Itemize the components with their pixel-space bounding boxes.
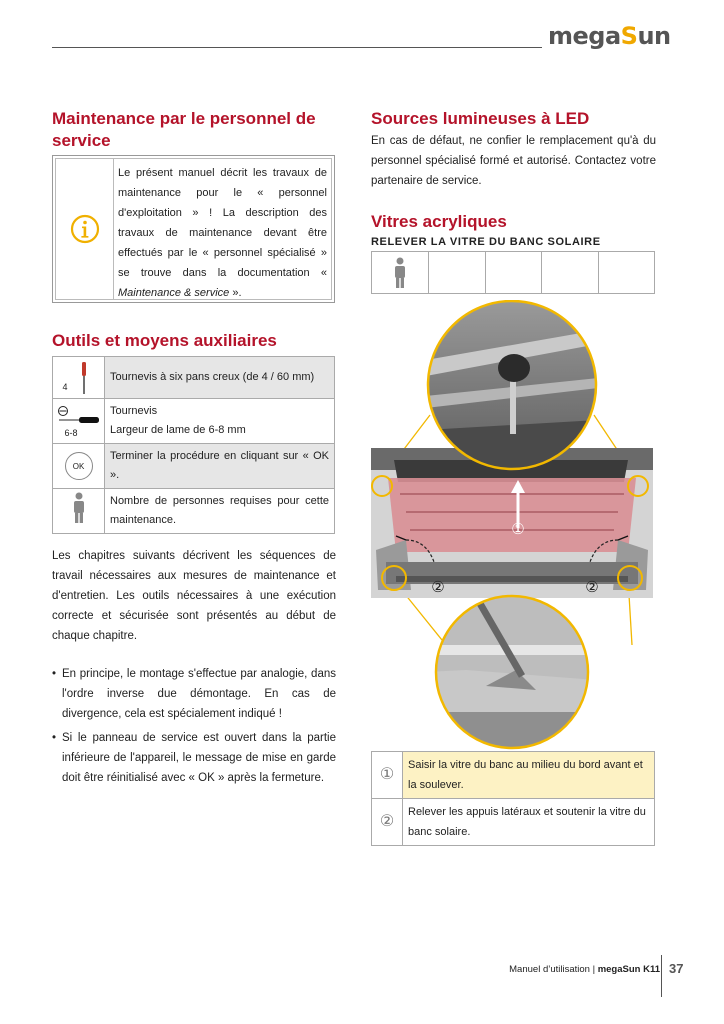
main-photo	[371, 448, 653, 598]
footer-divider	[661, 955, 662, 997]
tool-row	[53, 399, 335, 444]
step-text: Relever les appuis latéraux et soutenir la vitre du banc solaire.	[403, 799, 655, 846]
torx-screwdriver-icon: 4	[53, 357, 105, 399]
step-row	[372, 752, 655, 799]
grid-cell	[542, 252, 599, 293]
info-box	[52, 155, 335, 303]
persons-grid	[371, 251, 655, 294]
tool-desc: Nombre de personnes requises pour cette maintenance.	[105, 489, 335, 534]
person-icon	[53, 489, 105, 534]
step-number: ①	[372, 752, 403, 799]
left-column	[52, 108, 336, 152]
tool-desc: Terminer la procédure en cliquant sur « OK ».	[105, 444, 335, 489]
info-text: Le présent manuel décrit les travaux de maintenance pour le « personnel d'exploitation » ! La description des travaux de maintenance devant être effectués par le « personnel spécialisé » se trouve dans la documentation « Maintenance & service ».	[118, 167, 327, 299]
section-title-led: Sources lumineuses à LED	[371, 109, 590, 128]
tool-desc: Tournevis à six pans creux (de 4 / 60 mm)	[105, 357, 335, 399]
section-title-tools: Outils et moyens auxiliaires	[52, 331, 277, 350]
steps-table	[371, 751, 655, 846]
led-text: En cas de défaut, ne confier le remplacement qu'à du personnel spécialisé formé et autorisé. Contactez votre partenaire de service.	[371, 135, 656, 187]
svg-text:①: ①	[511, 520, 525, 538]
tool-row	[53, 357, 335, 399]
ok-button-icon: OK	[53, 444, 105, 489]
tool-row	[53, 489, 335, 534]
detail-support	[426, 590, 598, 750]
grid-cell	[486, 252, 543, 293]
svg-text:②: ②	[585, 578, 599, 596]
footer-text: Manuel d’utilisation | megaSun K11	[509, 964, 660, 975]
header-rule	[52, 47, 542, 48]
page-number: 37	[669, 961, 684, 976]
flat-screwdriver-icon: 6-8	[53, 399, 105, 444]
svg-text:②: ②	[431, 578, 445, 596]
grid-cell	[599, 252, 655, 293]
step-row	[372, 799, 655, 846]
tool-desc: Tournevis Largeur de lame de 6-8 mm	[105, 399, 335, 444]
intro-paragraph: Les chapitres suivants décrivent les séquences de travail nécessaires aux mesures de maintenance et d'entretien. Les outils nécessaires à une exécution correcte et sécurisée sont présentés au début de chaque chapitre.	[52, 550, 336, 642]
bullet-list	[52, 664, 336, 788]
megasun-logo: megaSun	[548, 22, 671, 50]
bullet-item: • En principe, le montage s'effectue par analogie, dans l'ordre inverse due démontage. En cas de divergence, cela est spécialement indiqué !	[52, 664, 336, 724]
section-title-acrylic: Vitres acryliques	[371, 212, 507, 231]
person-icon	[372, 252, 429, 293]
sunbed-glass-figure	[366, 300, 658, 750]
step-text: Saisir la vitre du banc au milieu du bord avant et la soulever.	[403, 752, 655, 799]
tool-row	[53, 444, 335, 489]
grid-cell	[429, 252, 486, 293]
tools-table-wrap	[52, 356, 336, 534]
info-icon	[56, 159, 114, 299]
tools-table	[52, 356, 335, 534]
subtitle-raise-glass: RELEVER LA VITRE DU BANC SOLAIRE	[371, 236, 601, 248]
section-title-maintenance: Maintenance par le personnel de service	[52, 109, 316, 150]
step-number: ②	[372, 799, 403, 846]
bullet-item: • Si le panneau de service est ouvert dans la partie inférieure de l'appareil, le message de mise en garde doit être réinitialisé avec « OK » après la fermeture.	[52, 728, 336, 788]
